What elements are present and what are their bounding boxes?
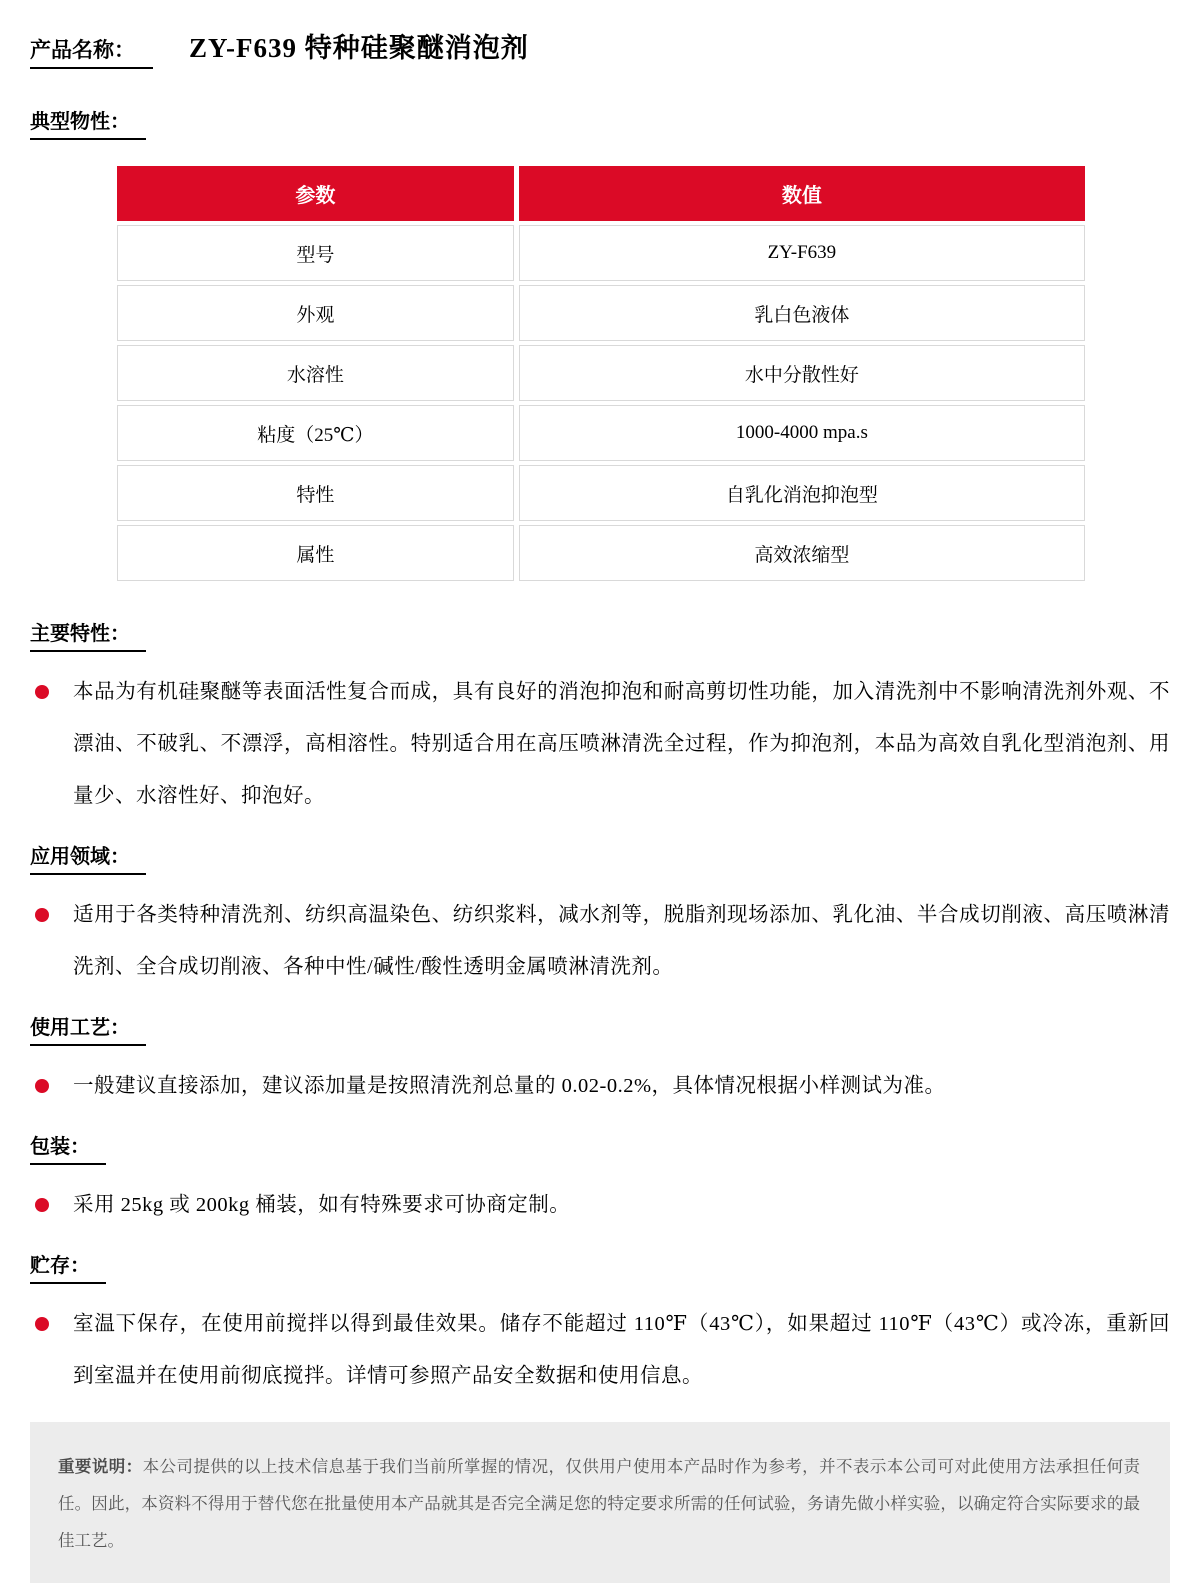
table-header-parameter: 参数 [117, 166, 514, 221]
important-note-label: 重要说明： [58, 1457, 143, 1476]
param-cell: 外观 [117, 285, 514, 341]
section-typical-properties [30, 109, 1170, 140]
list-item [30, 889, 1170, 993]
typical-properties-heading: 典型物性： [30, 109, 146, 140]
table-row [117, 345, 1085, 401]
table-row [117, 465, 1085, 521]
product-name-label: 产品名称： [30, 34, 153, 69]
section-storage [30, 1253, 1170, 1284]
table-row [117, 225, 1085, 281]
param-cell: 水溶性 [117, 345, 514, 401]
section-applications [30, 844, 1170, 875]
applications-text: 适用于各类特种清洗剂、纺织高温染色、纺织浆料，减水剂等，脱脂剂现场添加、乳化油、半合成切削液、高压喷淋清洗剂、全合成切削液、各种中性/碱性/酸性透明金属喷淋清洗剂。 [73, 904, 1170, 978]
section-main-features [30, 621, 1170, 652]
important-note-box [30, 1422, 1170, 1583]
list-item [30, 1060, 1170, 1112]
bullet-dot-icon [35, 1198, 49, 1212]
table-row [117, 405, 1085, 461]
param-cell: 型号 [117, 225, 514, 281]
param-cell: 特性 [117, 465, 514, 521]
param-cell: 粘度（25℃） [117, 405, 514, 461]
section-packaging [30, 1134, 1170, 1165]
bullet-dot-icon [35, 1317, 49, 1331]
param-cell: 属性 [117, 525, 514, 581]
table-header-value: 数值 [519, 166, 1085, 221]
table-row [117, 285, 1085, 341]
value-cell: 1000-4000 mpa.s [519, 405, 1085, 461]
packaging-text: 采用 25kg 或 200kg 桶装，如有特殊要求可协商定制。 [73, 1194, 571, 1216]
storage-heading: 贮存： [30, 1253, 106, 1284]
table-row [117, 525, 1085, 581]
main-features-heading: 主要特性： [30, 621, 146, 652]
main-features-text: 本品为有机硅聚醚等表面活性复合而成，具有良好的消泡抑泡和耐高剪切性功能，加入清洗剂中不影响清洗剂外观、不漂油、不破乳、不漂浮，高相溶性。特别适合用在高压喷淋清洗全过程，作为抑泡剂，本品为高效自乳化型消泡剂、用量少、水溶性好、抑泡好。 [73, 681, 1170, 807]
table-header-row [117, 166, 1085, 221]
bullet-dot-icon [35, 1079, 49, 1093]
storage-text: 室温下保存，在使用前搅拌以得到最佳效果。储存不能超过 110℉（43℃），如果超过 110℉（43℃）或冷冻，重新回到室温并在使用前彻底搅拌。详情可参照产品安全数据和使用信息。 [73, 1313, 1170, 1387]
properties-table [112, 162, 1090, 585]
value-cell: ZY-F639 [519, 225, 1085, 281]
applications-heading: 应用领域： [30, 844, 146, 875]
usage-process-heading: 使用工艺： [30, 1015, 146, 1046]
value-cell: 高效浓缩型 [519, 525, 1085, 581]
bullet-dot-icon [35, 908, 49, 922]
important-note-text [58, 1448, 1140, 1559]
usage-process-text: 一般建议直接添加，建议添加量是按照清洗剂总量的 0.02-0.2%，具体情况根据小样测试为准。 [73, 1075, 946, 1097]
section-usage-process [30, 1015, 1170, 1046]
value-cell: 水中分散性好 [519, 345, 1085, 401]
product-title: ZY-F639 特种硅聚醚消泡剂 [189, 33, 529, 63]
list-item [30, 1298, 1170, 1402]
packaging-heading: 包装： [30, 1134, 106, 1165]
value-cell: 乳白色液体 [519, 285, 1085, 341]
list-item [30, 1179, 1170, 1231]
bullet-dot-icon [35, 685, 49, 699]
value-cell: 自乳化消泡抑泡型 [519, 465, 1085, 521]
list-item [30, 666, 1170, 822]
product-title-row [30, 26, 1170, 69]
important-note-body: 本公司提供的以上技术信息基于我们当前所掌握的情况，仅供用户使用本产品时作为参考，并不表示本公司可对此使用方法承担任何责任。因此，本资料不得用于替代您在批量使用本产品就其是否完全满足您的特定要求所需的任何试验，务请先做小样实验，以确定符合实际要求的最佳工艺。 [58, 1457, 1141, 1550]
